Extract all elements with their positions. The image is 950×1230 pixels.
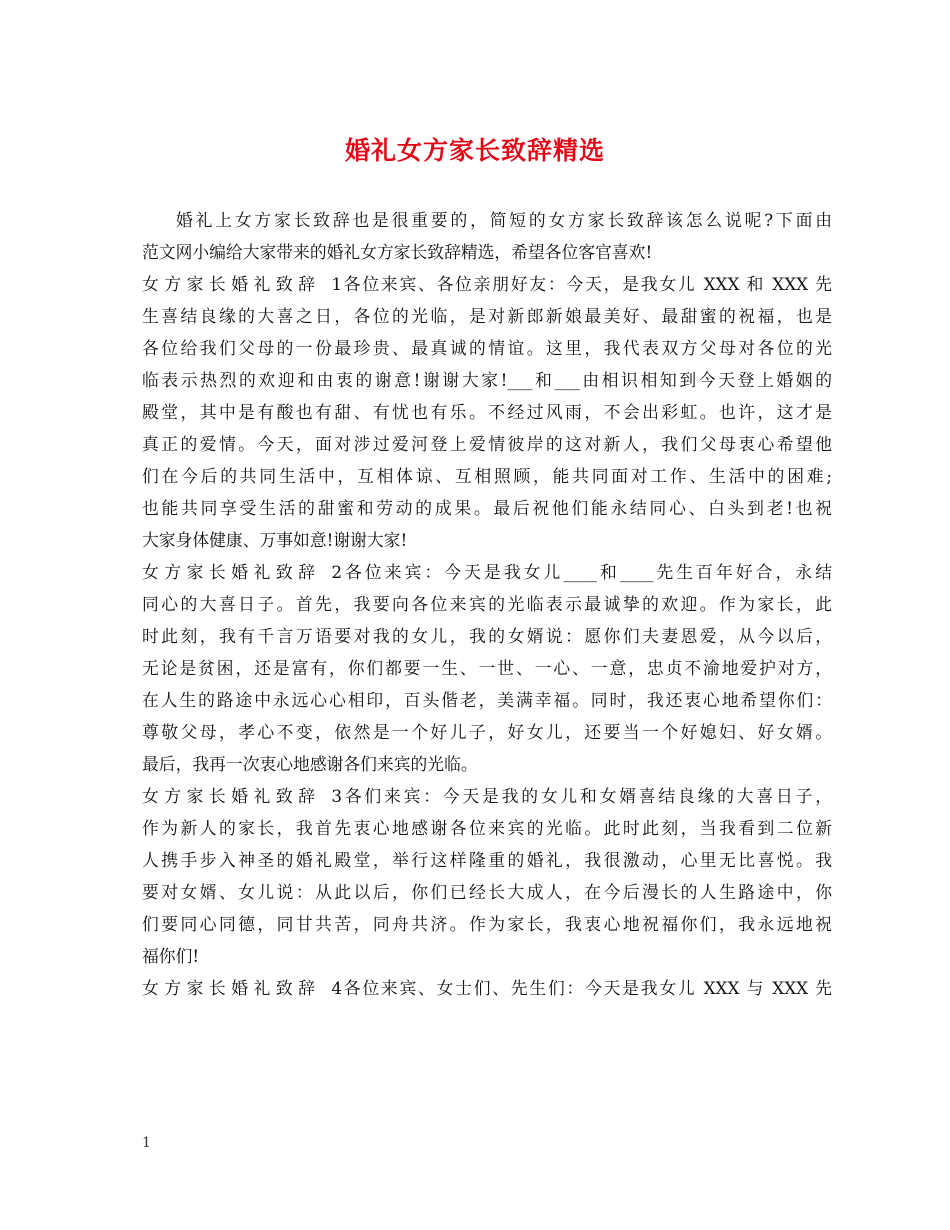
- speech-text: 各们来宾：今天是我的女儿和女婿喜结良缘的大喜日子，: [342, 786, 832, 806]
- speech-text: 各位来宾、各位亲朋好友：今天，是我女儿 XXX 和 XXX 先: [342, 274, 832, 294]
- speech-line: 们在今后的共同生活中，互相体谅、互相照顾，能共同面对工作、生活中的困难;: [142, 466, 832, 486]
- speech-heading: 女方家长婚礼致辞 1: [142, 274, 342, 294]
- speech-line: 真正的爱情。今天，面对涉过爱河登上爱情彼岸的这对新人，我们父母衷心希望他: [142, 434, 832, 454]
- page-number: 1: [142, 1135, 151, 1151]
- speech-line: 时此刻，我有千言万语要对我的女儿，我的女婿说：愿你们夫妻恩爱，从今以后，: [142, 626, 832, 646]
- intro-line: 婚礼上女方家长致辞也是很重要的，简短的女方家长致辞该怎么说呢?下面由: [176, 210, 832, 230]
- speech-line: 殿堂，其中是有酸也有甜、有忧也有乐。不经过风雨，不会出彩虹。也许，这才是: [142, 402, 832, 422]
- speech-line: 各位给我们父母的一份最珍贵、最真诚的情谊。这里，我代表双方父母对各位的光: [142, 338, 832, 358]
- speech-line: 作为新人的家长，我首先衷心地感谢各位来宾的光临。此时此刻，当我看到二位新: [142, 818, 832, 838]
- speech-1-first-line: [142, 268, 832, 300]
- speech-line: 无论是贫困，还是富有，你们都要一生、一世、一心、一意，忠贞不渝地爱护对方，: [142, 658, 832, 678]
- speech-line: 们要同心同德，同甘共苦，同舟共济。作为家长，我衷心地祝福你们，我永远地祝: [142, 914, 832, 934]
- speech-text: 各位来宾：今天是我女儿____和____先生百年好合，永结: [342, 562, 832, 582]
- document-title: 婚礼女方家长致辞精选: [344, 136, 605, 165]
- speech-2-first-line: [142, 556, 832, 588]
- speech-line: 最后，我再一次衷心地感谢各们来宾的光临。: [142, 754, 478, 774]
- speech-text: 各位来宾、女士们、先生们：今天是我女儿 XXX 与 XXX 先: [342, 978, 832, 998]
- speech-line: 尊敬父母，孝心不变，依然是一个好儿子，好女儿，还要当一个好媳妇、好女婿。: [142, 722, 832, 742]
- speech-line: 生喜结良缘的大喜之日，各位的光临，是对新郎新娘最美好、最甜蜜的祝福，也是: [142, 306, 832, 326]
- speech-heading: 女方家长婚礼致辞 4: [142, 978, 342, 998]
- speech-line: 在人生的路途中永远心心相印，百头偕老，美满幸福。同时，我还衷心地希望你们：: [142, 690, 832, 710]
- speech-line: 也能共同享受生活的甜蜜和劳动的成果。最后祝他们能永结同心、白头到老!也祝: [142, 498, 832, 518]
- speech-line: 临表示热烈的欢迎和由衷的谢意!谢谢大家!___和___由相识相知到今天登上婚姻的: [142, 370, 832, 390]
- speech-4-first-line: [142, 972, 832, 1004]
- speech-3-first-line: [142, 780, 832, 812]
- speech-line: 要对女婿、女儿说：从此以后，你们已经长大成人，在今后漫长的人生路途中，你: [142, 882, 832, 902]
- speech-line: 福你们!: [142, 946, 200, 966]
- speech-line: 大家身体健康、万事如意!谢谢大家!: [142, 530, 408, 550]
- speech-heading: 女方家长婚礼致辞 2: [142, 562, 342, 582]
- speech-heading: 女方家长婚礼致辞 3: [142, 786, 342, 806]
- intro-line: 范文网小编给大家带来的婚礼女方家长致辞精选，希望各位客官喜欢!: [142, 242, 653, 262]
- speech-line: 同心的大喜日子。首先，我要向各位来宾的光临表示最诚挚的欢迎。作为家长，此: [142, 594, 832, 614]
- speech-line: 人携手步入神圣的婚礼殿堂，举行这样隆重的婚礼，我很激动，心里无比喜悦。我: [142, 850, 832, 870]
